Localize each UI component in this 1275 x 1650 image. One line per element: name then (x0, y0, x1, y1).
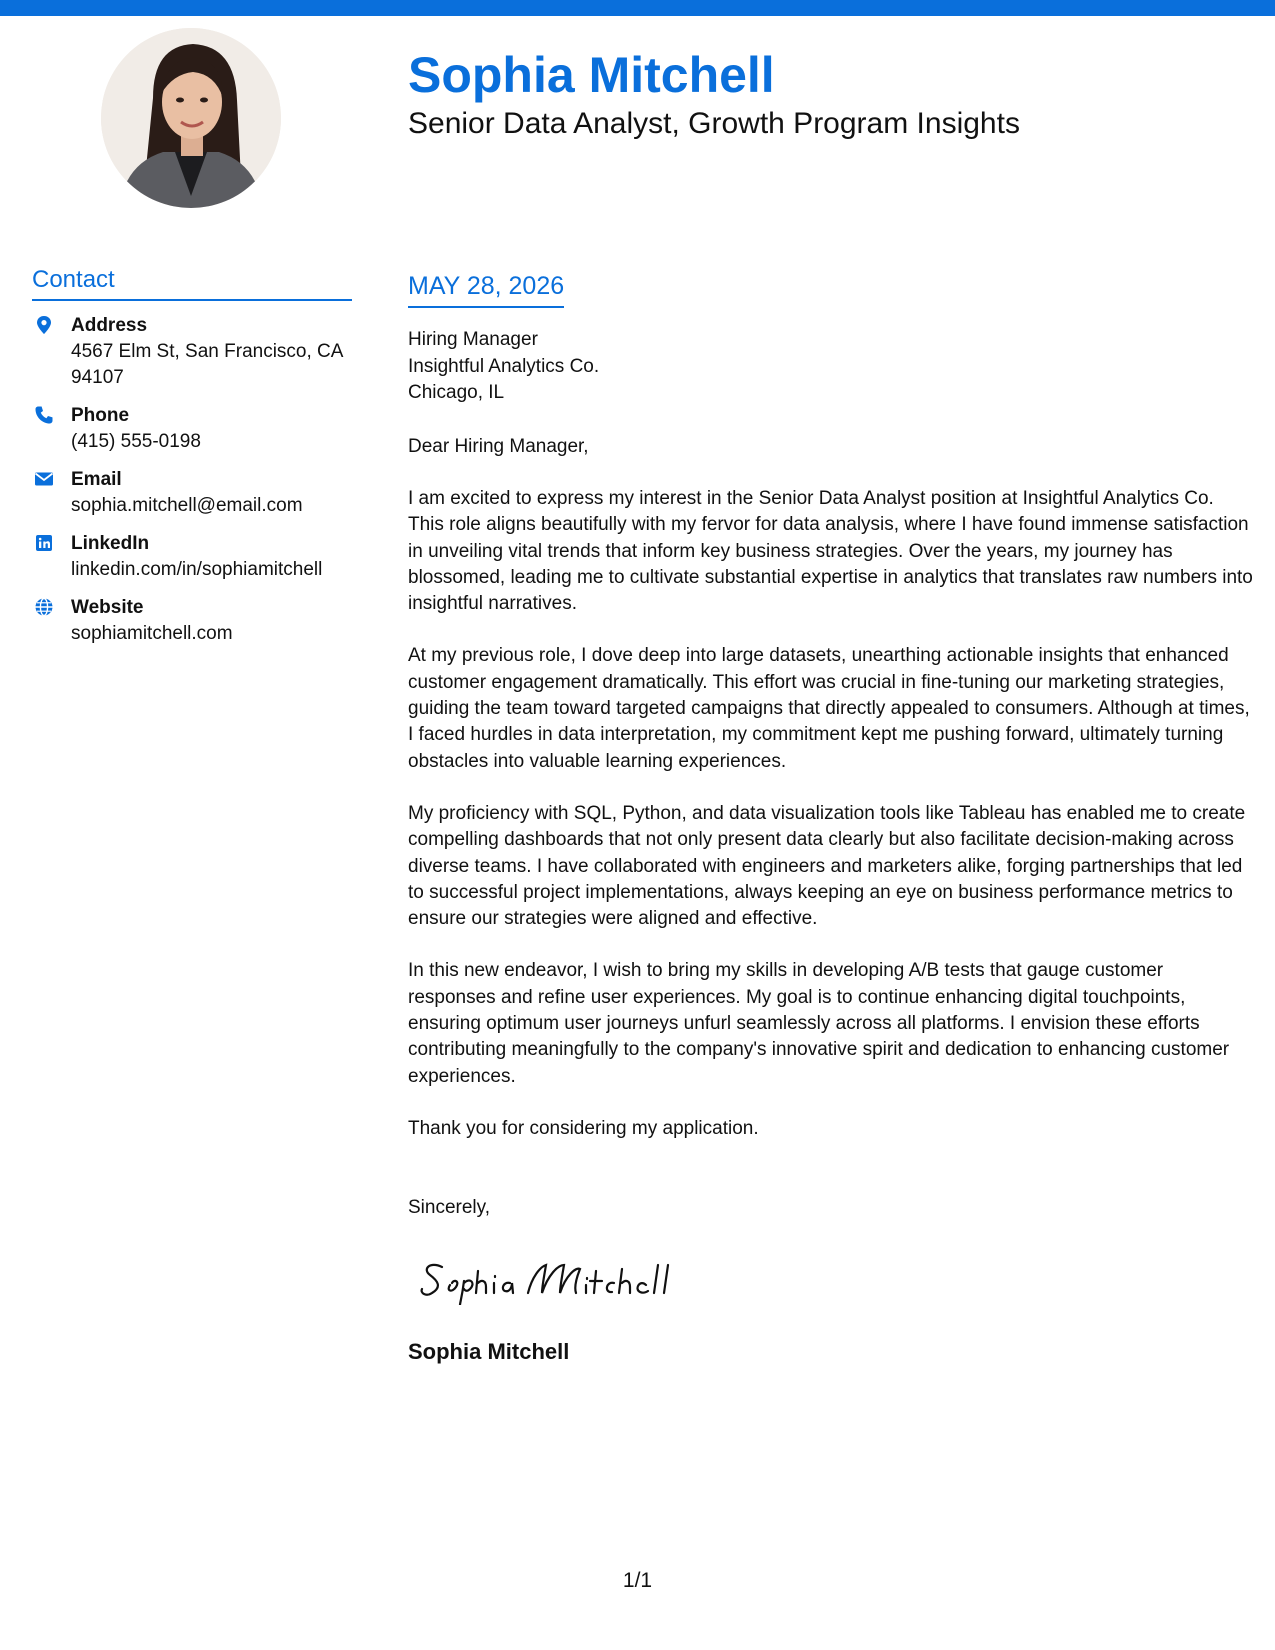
top-accent-bar (0, 0, 1275, 16)
contact-value[interactable]: linkedin.com/in/sophiamitchell (71, 559, 323, 580)
closing: Sincerely, (408, 1197, 491, 1219)
applicant-title: Senior Data Analyst, Growth Program Insights (408, 107, 1020, 140)
contact-value: 4567 Elm St, San Francisco, CA 94107 (71, 341, 343, 388)
contact-label: LinkedIn (71, 533, 150, 554)
contact-value[interactable]: sophia.mitchell@email.com (71, 495, 303, 516)
phone-icon (34, 405, 54, 425)
page-number: 1/1 (622, 1569, 653, 1592)
contact-label: Email (71, 469, 122, 490)
profile-photo (101, 28, 281, 208)
body-paragraph: In this new endeavor, I wish to bring my skills in developing A/B tests that gauge customer responses and refine user experiences. My goal is to continue enhancing digital touchpoints, ensuring optimum user journeys unfurl seamlessly across all platforms. I envision these efforts contributing meaningfully to the company's innovative spirit and dedication to enhancing customer experiences. (408, 960, 1230, 1087)
body-paragraph: At my previous role, I dove deep into large datasets, unearthing actionable insights that enhanced customer engagement dramatically. This effort was crucial in fine-tuning our marketing strategies, guiding the team toward targeted campaigns that directly appealed to consumers. Although at times, I faced hurdles in data interpretation, my commitment kept me pushing forward, ultimately turning obstacles into valuable learning experiences. (408, 645, 1250, 772)
letter-date: MAY 28, 2026 (408, 266, 564, 308)
recipient-line: Insightful Analytics Co. (408, 355, 600, 377)
letter-body (408, 266, 1253, 1367)
recipient-line: Chicago, IL (408, 382, 505, 403)
contact-label: Phone (71, 405, 130, 426)
contact-label: Website (71, 597, 144, 618)
header (408, 40, 1020, 142)
body-paragraph: I am excited to express my interest in the Senior Data Analyst position at Insightful Analytics Co. This role aligns beautifully with my fervor for data analysis, where I have found immense satisfaction in unveiling vital trends that inform key business strategies. Over the years, my journey has blossomed, leading me to cultivate substantial expertise in analytics that translates raw numbers into insightful narratives. (408, 488, 1253, 615)
globe-icon (34, 597, 54, 617)
contact-value: (415) 555-0198 (71, 431, 201, 452)
body-paragraph: Thank you for considering my application. (408, 1117, 759, 1139)
contact-list (32, 313, 352, 647)
contact-value[interactable]: sophiamitchell.com (71, 623, 233, 644)
contact-label: Address (71, 315, 148, 336)
recipient-line: Hiring Manager (408, 329, 538, 350)
envelope-icon (34, 469, 54, 489)
applicant-name: Sophia Mitchell (408, 47, 775, 103)
recipient-block (408, 327, 1253, 407)
location-pin-icon (34, 315, 54, 335)
contact-phone (32, 403, 352, 455)
linkedin-icon (34, 533, 54, 553)
contact-sidebar (32, 265, 352, 659)
contact-linkedin (32, 531, 352, 583)
contact-email (32, 467, 352, 519)
contact-heading: Contact (32, 265, 352, 301)
body-paragraph: My proficiency with SQL, Python, and data visualization tools like Tableau has enabled me to create compelling dashboards that not only present data clearly but also facilitate decision-making across diverse teams. I have collaborated with engineers and marketers alike, forging partnerships that led to successful project implementations, always keeping an eye on business performance metrics to ensure our strategies were aligned and effective. (408, 802, 1246, 930)
contact-website (32, 595, 352, 647)
contact-address (32, 313, 352, 391)
avatar (101, 28, 281, 208)
salutation: Dear Hiring Manager, (408, 435, 589, 457)
handwritten-signature (416, 1245, 676, 1305)
signer-name: Sophia Mitchell (408, 1339, 570, 1365)
